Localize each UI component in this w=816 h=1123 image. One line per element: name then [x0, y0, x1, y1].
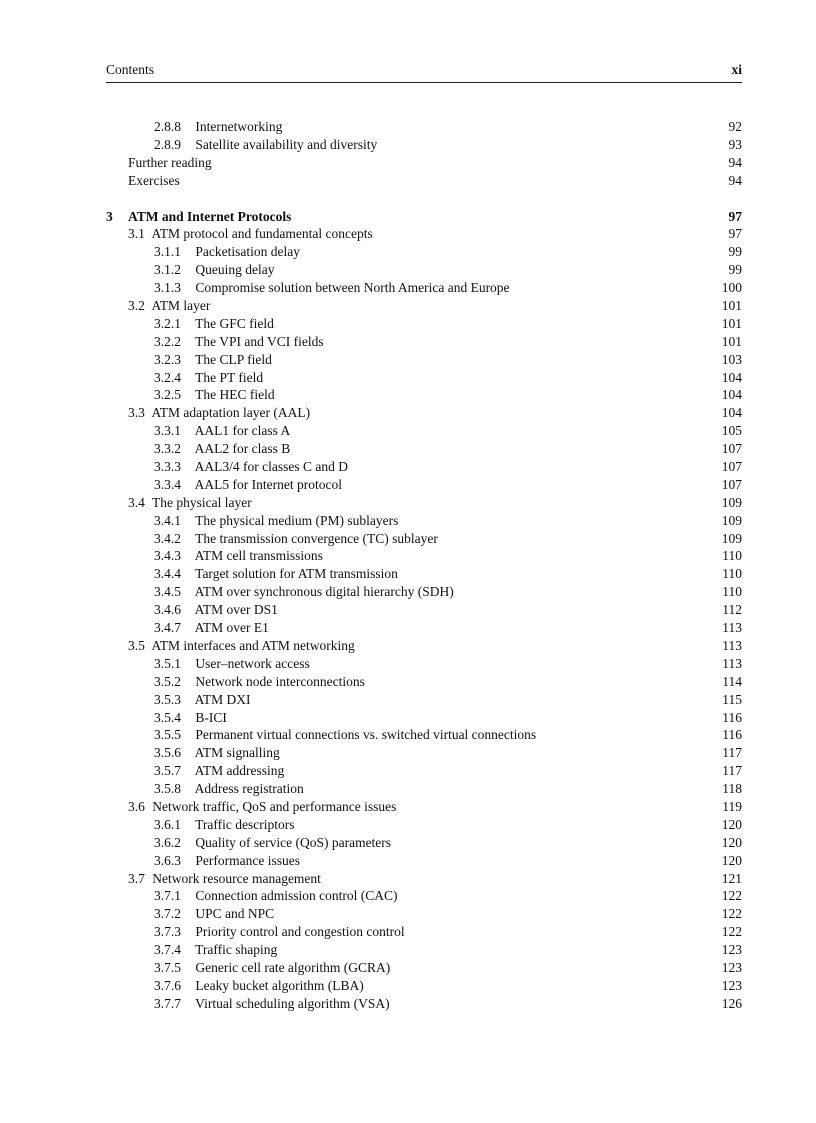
- toc-entry-page: 115: [722, 691, 742, 707]
- toc-entry-page: 120: [721, 816, 742, 832]
- toc-entry-number: 3.5.3: [154, 691, 181, 707]
- toc-entry-text: Exercises: [128, 172, 180, 188]
- toc-entry-number: 3.1.3: [154, 280, 181, 296]
- toc-entry-page: 101: [721, 333, 742, 349]
- toc-entry-text: Network traffic, QoS and performance issues: [152, 798, 397, 814]
- toc-entry-number: 3.5.7: [154, 763, 181, 779]
- toc-entry-page: 92: [728, 119, 742, 134]
- toc-entry-number: 3.2.4: [154, 369, 181, 385]
- toc-entry-text: AAL3/4 for classes C and D: [194, 459, 348, 475]
- chapter-number: 3: [106, 208, 113, 224]
- toc-subsection-entry[interactable]: [106, 422, 742, 440]
- toc-entry-page: 116: [722, 709, 742, 725]
- toc-entry-text: The transmission convergence (TC) sublayer: [195, 530, 438, 546]
- toc-entry-title: [154, 476, 342, 494]
- toc-entry-title: [154, 279, 510, 297]
- toc-entry-text: Leaky bucket algorithm (LBA): [195, 977, 364, 993]
- toc-entry-title: [154, 709, 227, 727]
- toc-subsection-entry[interactable]: [106, 458, 742, 476]
- toc-entry-page: 121: [721, 870, 742, 886]
- toc-subsection-entry[interactable]: [106, 762, 742, 780]
- toc-entry-text: Satellite availability and diversity: [195, 136, 378, 152]
- toc-subsection-entry[interactable]: [106, 333, 742, 351]
- toc-entry-title: [154, 261, 274, 279]
- toc-entry-text: ATM protocol and fundamental concepts: [151, 226, 373, 242]
- toc-section-entry[interactable]: [106, 154, 742, 172]
- toc-subsection-entry[interactable]: [106, 780, 742, 798]
- toc-entry-page: 122: [721, 888, 742, 904]
- toc-entry-page: 107: [721, 476, 742, 492]
- toc-entry-number: 3.6: [128, 798, 145, 814]
- toc-entry-text: The HEC field: [195, 387, 275, 403]
- toc-subsection-entry[interactable]: [106, 923, 742, 941]
- chapter-title: ATM and Internet Protocols: [128, 208, 292, 224]
- toc-entry-text: Priority control and congestion control: [195, 924, 405, 940]
- toc-entry-page: 109: [721, 530, 742, 546]
- toc-entry-text: ATM interfaces and ATM networking: [151, 637, 355, 653]
- toc-entry-title: [154, 565, 398, 583]
- toc-entry-page: 120: [721, 852, 742, 868]
- toc-subsection-entry[interactable]: [106, 691, 742, 709]
- toc-entry-page: 113: [722, 637, 742, 653]
- toc-entry-text: Traffic shaping: [195, 942, 278, 958]
- toc-entry-text: The CLP field: [195, 351, 272, 367]
- toc-entry-text: The PT field: [195, 369, 264, 385]
- toc-entry-page: 109: [721, 494, 742, 510]
- running-header: [106, 60, 742, 83]
- toc-entry-title: [154, 780, 304, 798]
- toc-entry-number: 3.4.3: [154, 548, 181, 564]
- toc-section-entry[interactable]: [106, 637, 742, 655]
- toc-entry-text: AAL5 for Internet protocol: [194, 476, 342, 492]
- toc-entry-text: ATM addressing: [194, 763, 285, 779]
- toc-section-entry[interactable]: [106, 297, 742, 315]
- toc-entry-title: [154, 762, 284, 780]
- toc-entry-page: 123: [721, 959, 742, 975]
- toc-subsection-entry[interactable]: [106, 512, 742, 530]
- toc-entry-text: ATM over E1: [194, 620, 269, 636]
- toc-entry-number: 3.3.2: [154, 441, 181, 457]
- toc-entry-number: 3.5: [128, 637, 145, 653]
- toc-subsection-entry[interactable]: [106, 136, 742, 154]
- toc-entry-number: 3.7.7: [154, 995, 181, 1011]
- toc-entry-title: [154, 386, 275, 404]
- toc-entry-number: 3.7.1: [154, 888, 181, 904]
- toc-subsection-entry[interactable]: [106, 941, 742, 959]
- toc-section-entry[interactable]: [106, 798, 742, 816]
- toc-entry-text: Network resource management: [152, 870, 321, 886]
- toc-entry-number: 3.2: [128, 298, 145, 314]
- toc-entry-page: 117: [722, 745, 742, 761]
- toc-entry-page: 109: [721, 512, 742, 528]
- toc-entry-title: [154, 422, 290, 440]
- toc-entry-title: [128, 870, 321, 888]
- toc-entry-title: [154, 583, 454, 601]
- toc-entry-number: 3.4.1: [154, 512, 181, 528]
- toc-entry-number: 3.6.2: [154, 834, 181, 850]
- toc-previous-chapter-entries: [106, 118, 742, 190]
- toc-subsection-entry[interactable]: [106, 243, 742, 261]
- toc-subsection-entry[interactable]: [106, 726, 742, 744]
- toc-entry-number: 3.4.6: [154, 602, 181, 618]
- toc-entry-page: 117: [722, 763, 742, 779]
- toc-entry-title: [154, 243, 300, 261]
- toc-entry-number: 3.3: [128, 405, 145, 421]
- toc-subsection-entry[interactable]: [106, 547, 742, 565]
- toc-entry-number: 3.1.2: [154, 262, 181, 278]
- toc-entry-number: 3.2.1: [154, 315, 181, 331]
- toc-entry-number: 3.4.2: [154, 530, 181, 546]
- toc-entry-page: 101: [721, 298, 742, 314]
- toc-section-entry[interactable]: [106, 172, 742, 190]
- toc-entry-text: The physical medium (PM) sublayers: [195, 512, 399, 528]
- toc-entry-page: 118: [722, 781, 742, 797]
- toc-entry-number: 3.7.2: [154, 906, 181, 922]
- toc-entry-text: AAL1 for class A: [194, 423, 291, 439]
- toc-entry-page: 122: [721, 906, 742, 922]
- toc-subsection-entry[interactable]: [106, 977, 742, 995]
- toc-entry-page: 113: [722, 620, 742, 636]
- toc-entry-number: 3.5.4: [154, 709, 181, 725]
- toc-entry-number: 3.2.5: [154, 387, 181, 403]
- toc-entry-title: [154, 333, 324, 351]
- toc-entry-page: 93: [728, 136, 742, 152]
- toc-subsection-entry[interactable]: [106, 386, 742, 404]
- toc-entry-page: 123: [721, 942, 742, 958]
- toc-entry-text: ATM layer: [151, 298, 211, 314]
- toc-entry-number: 3.5.8: [154, 781, 181, 797]
- toc-subsection-entry[interactable]: [106, 905, 742, 923]
- toc-entry-text: Quality of service (QoS) parameters: [195, 834, 392, 850]
- toc-entry-title: [128, 404, 310, 422]
- toc-entry-text: UPC and NPC: [195, 906, 275, 922]
- toc-entry-text: The GFC field: [195, 315, 274, 331]
- toc-section-entry[interactable]: [106, 225, 742, 243]
- toc-subsection-entry[interactable]: [106, 887, 742, 905]
- toc-entry-title: [154, 655, 310, 673]
- table-of-contents: [106, 118, 742, 1013]
- toc-entry-text: Packetisation delay: [195, 244, 300, 260]
- toc-entry-number: 3.5.2: [154, 673, 181, 689]
- toc-entry-page: 110: [722, 584, 742, 600]
- toc-subsection-entry[interactable]: [106, 655, 742, 673]
- toc-section-entry[interactable]: [106, 404, 742, 422]
- toc-subsection-entry[interactable]: [106, 834, 742, 852]
- toc-entry-page: 110: [722, 566, 742, 582]
- toc-entry-text: Network node interconnections: [195, 673, 365, 689]
- toc-entry-number: 3.7.3: [154, 924, 181, 940]
- toc-entry-number: 3.4.4: [154, 566, 181, 582]
- toc-entry-text: ATM adaptation layer (AAL): [151, 405, 311, 421]
- toc-entry-title: [154, 995, 390, 1013]
- toc-entry-page: 104: [721, 405, 742, 421]
- toc-entry-text: ATM DXI: [194, 691, 251, 707]
- toc-subsection-entry[interactable]: [106, 118, 742, 136]
- toc-entry-page: 99: [728, 262, 742, 278]
- toc-subsection-entry[interactable]: [106, 565, 742, 583]
- toc-entry-title: [154, 852, 300, 870]
- toc-entry-title: [128, 172, 180, 190]
- toc-entry-number: 3.4.5: [154, 584, 181, 600]
- toc-entry-title: [154, 601, 278, 619]
- toc-subsection-entry[interactable]: [106, 261, 742, 279]
- toc-entry-page: 107: [721, 441, 742, 457]
- toc-entry-title: [154, 440, 290, 458]
- toc-entry-title: [154, 512, 398, 530]
- toc-entry-text: ATM over synchronous digital hierarchy (SDH): [194, 584, 454, 600]
- toc-entry-page: 101: [721, 315, 742, 331]
- toc-entry-number: 3.7.5: [154, 959, 181, 975]
- toc-entry-page: 122: [721, 924, 742, 940]
- toc-entry-number: 3.7: [128, 870, 145, 886]
- toc-entry-title: [154, 691, 251, 709]
- toc-subsection-entry[interactable]: [106, 619, 742, 637]
- toc-entry-page: 100: [721, 280, 742, 296]
- toc-subsection-entry[interactable]: [106, 351, 742, 369]
- toc-entry-title: [128, 154, 212, 172]
- toc-entry-title: [154, 458, 348, 476]
- toc-entry-text: Performance issues: [195, 852, 300, 868]
- toc-entry-text: Traffic descriptors: [195, 816, 295, 832]
- toc-subsection-entry[interactable]: [106, 315, 742, 333]
- toc-subsection-entry[interactable]: [106, 279, 742, 297]
- toc-subsection-entry[interactable]: [106, 852, 742, 870]
- toc-entry-text: Compromise solution between North America and Europe: [195, 280, 510, 296]
- toc-entry-text: Queuing delay: [195, 262, 275, 278]
- toc-entry-number: 3.3.4: [154, 476, 181, 492]
- toc-entry-title: [154, 369, 263, 387]
- header-section-title: Contents: [106, 62, 155, 77]
- toc-entry-page: 110: [722, 548, 742, 564]
- toc-entry-text: Generic cell rate algorithm (GCRA): [195, 959, 391, 975]
- toc-entry-text: Internetworking: [195, 119, 283, 134]
- toc-entry-page: 94: [728, 172, 742, 188]
- toc-entry-title: [128, 637, 355, 655]
- toc-entry-page: 123: [721, 977, 742, 993]
- toc-subsection-entry[interactable]: [106, 530, 742, 548]
- toc-entry-text: B-ICI: [195, 709, 227, 725]
- toc-entry-text: The VPI and VCI fields: [195, 333, 324, 349]
- toc-subsection-entry[interactable]: [106, 709, 742, 727]
- toc-entry-number: 3.3.3: [154, 459, 181, 475]
- toc-entry-title: [154, 923, 405, 941]
- toc-entry-text: The physical layer: [152, 494, 252, 510]
- toc-entry-page: 120: [721, 834, 742, 850]
- toc-entry-title: [154, 834, 391, 852]
- toc-subsection-entry[interactable]: [106, 995, 742, 1013]
- toc-entry-page: 99: [728, 244, 742, 260]
- toc-entry-page: 104: [721, 369, 742, 385]
- toc-entry-text: Target solution for ATM transmission: [195, 566, 398, 582]
- toc-entry-title: [154, 905, 274, 923]
- toc-entry-text: Permanent virtual connections vs. switched virtual connections: [195, 727, 537, 743]
- toc-entry-number: 3.6.3: [154, 852, 181, 868]
- toc-entry-number: 3.5.6: [154, 745, 181, 761]
- toc-entry-number: 3.2.3: [154, 351, 181, 367]
- toc-entry-number: 3.5.5: [154, 727, 181, 743]
- toc-entry-number: 2.8.9: [154, 136, 181, 152]
- toc-entry-title: [154, 977, 364, 995]
- header-page-number: xi: [731, 62, 742, 77]
- toc-entry-title: [154, 673, 365, 691]
- toc-entry-number: 2.8.8: [154, 119, 181, 134]
- toc-entry-text: Connection admission control (CAC): [195, 888, 398, 904]
- toc-entry-title: [154, 136, 377, 154]
- toc-entry-page: 105: [721, 423, 742, 439]
- toc-entry-page: 103: [721, 351, 742, 367]
- toc-entry-text: ATM signalling: [194, 745, 280, 761]
- toc-subsection-entry[interactable]: [106, 816, 742, 834]
- toc-subsection-entry[interactable]: [106, 369, 742, 387]
- toc-subsection-entry[interactable]: [106, 673, 742, 691]
- toc-entry-number: 3.3.1: [154, 423, 181, 439]
- toc-subsection-entry[interactable]: [106, 959, 742, 977]
- toc-entry-number: 3.5.1: [154, 655, 181, 671]
- toc-subsection-entry[interactable]: [106, 744, 742, 762]
- toc-section-entry[interactable]: [106, 494, 742, 512]
- toc-entry-title: [154, 887, 397, 905]
- toc-entry-text: User–network access: [195, 655, 310, 671]
- toc-entry-page: 104: [721, 387, 742, 403]
- toc-entry-page: 94: [728, 154, 742, 170]
- toc-entry-number: 3.6.1: [154, 816, 181, 832]
- toc-subsection-entry[interactable]: [106, 601, 742, 619]
- toc-entry-number: 3.4: [128, 494, 145, 510]
- toc-entry-title: [154, 744, 280, 762]
- toc-entry-title: [154, 530, 438, 548]
- toc-entry-text: Address registration: [194, 781, 304, 797]
- toc-entry-title: [154, 726, 536, 744]
- toc-entry-title: [128, 225, 373, 243]
- toc-entry-text: Virtual scheduling algorithm (VSA): [195, 995, 390, 1011]
- toc-entry-title: [154, 959, 390, 977]
- toc-section-entry[interactable]: [106, 870, 742, 888]
- toc-entry-number: 3.7.4: [154, 942, 181, 958]
- toc-entry-title: [128, 494, 252, 512]
- toc-entry-page: 119: [722, 798, 742, 814]
- toc-entry-title: [154, 547, 323, 565]
- toc-subsection-entry[interactable]: [106, 476, 742, 494]
- toc-subsection-entry[interactable]: [106, 583, 742, 601]
- toc-entry-page: 114: [722, 673, 742, 689]
- toc-entry-title: [154, 118, 282, 136]
- toc-entry-number: 3.2.2: [154, 333, 181, 349]
- toc-entry-page: 112: [722, 602, 742, 618]
- toc-entry-page: 113: [722, 655, 742, 671]
- toc-entry-page: 97: [728, 226, 742, 242]
- toc-entry-page: 107: [721, 459, 742, 475]
- toc-entry-title: [154, 816, 295, 834]
- toc-entry-title: [154, 619, 269, 637]
- toc-entry-title: [154, 351, 272, 369]
- toc-entry-text: Further reading: [128, 154, 212, 170]
- toc-entry-number: 3.7.6: [154, 977, 181, 993]
- toc-entry-number: 3.4.7: [154, 620, 181, 636]
- toc-entry-title: [154, 941, 277, 959]
- toc-entry-text: ATM cell transmissions: [194, 548, 323, 564]
- toc-subsection-entry[interactable]: [106, 440, 742, 458]
- toc-chapter-entries: [106, 225, 742, 1012]
- chapter-page: 97: [728, 208, 742, 224]
- toc-entry-title: [128, 297, 210, 315]
- toc-entry-title: [128, 798, 396, 816]
- toc-entry-page: 126: [721, 995, 742, 1011]
- toc-entry-title: [154, 315, 274, 333]
- toc-entry-text: AAL2 for class B: [194, 441, 291, 457]
- chapter-spacer: [106, 190, 742, 208]
- toc-entry-page: 116: [722, 727, 742, 743]
- toc-chapter-heading[interactable]: [106, 208, 742, 226]
- toc-entry-text: ATM over DS1: [194, 602, 278, 618]
- toc-entry-number: 3.1: [128, 226, 145, 242]
- toc-entry-number: 3.1.1: [154, 244, 181, 260]
